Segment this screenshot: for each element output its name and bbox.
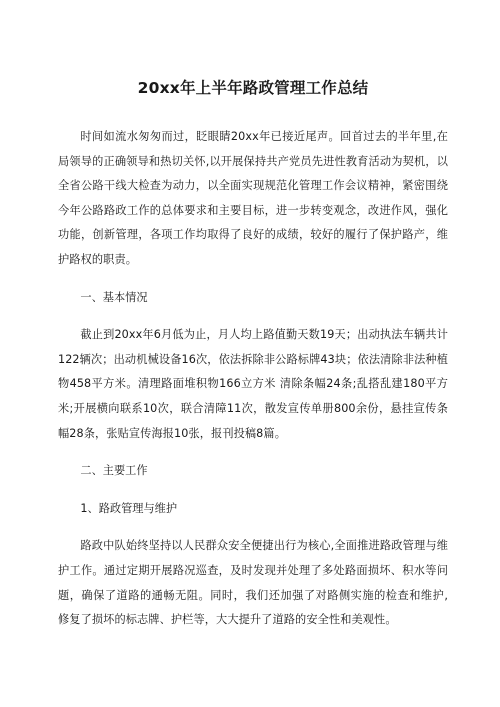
intro-paragraph: 时间如流水匆匆而过，眨眼睛20xx年已接近尾声。回首过去的半年里,在局领导的正确领导和热切关怀,以开展保持共产党员先进性教育活动为契机，以全省公路干线大检查为动力，以全面实现规范化管理工作会议精神，紧密围绕今年公路路政工作的总体要求和主要目标，进一步转变观念，改进作风，强化功能，创新管理，各项工作均取得了良好的成绩，较好的履行了保护路产，维护路权的职责。 [58, 130, 448, 266]
section-heading-main-work: 二、主要工作 [80, 464, 148, 478]
section-heading-basic: 一、基本情况 [80, 290, 148, 304]
document-title: 20xx年上半年路政管理工作总结 [137, 79, 369, 97]
road-management-paragraph: 路政中队始终坚持以人民群众安全便捷出行为核心,全面推进路政管理与维护工作。通过定期开展路况巡查，及时发现并处理了多处路面损坏、积水等问题，确保了道路的通畅无阻。同时，我们还加强了对路侧实施的检查和维护, 修复了损坏的标志牌、护栏等，大大提升了道路的安全性和美观性。 [58, 539, 448, 627]
basic-info-paragraph: 截止到20xx年6月低为止，月人均上路值勤天数19天；出动执法车辆共计122辆次；出动机械设备16次，依法拆除非公路标牌43块；依法清除非法种植物458平方米。清理路面堆积物166立方米 清除条幅24条;乱搭乱建180平方米;开展横向联系10次，联合清障11次，散发宣传单册800余份，悬挂宣传条幅28条，张贴宣传海报10张，报刊投稿8篇。 [58, 328, 448, 440]
subsection-heading-road-management: 1、路政管理与维护 [80, 501, 178, 515]
